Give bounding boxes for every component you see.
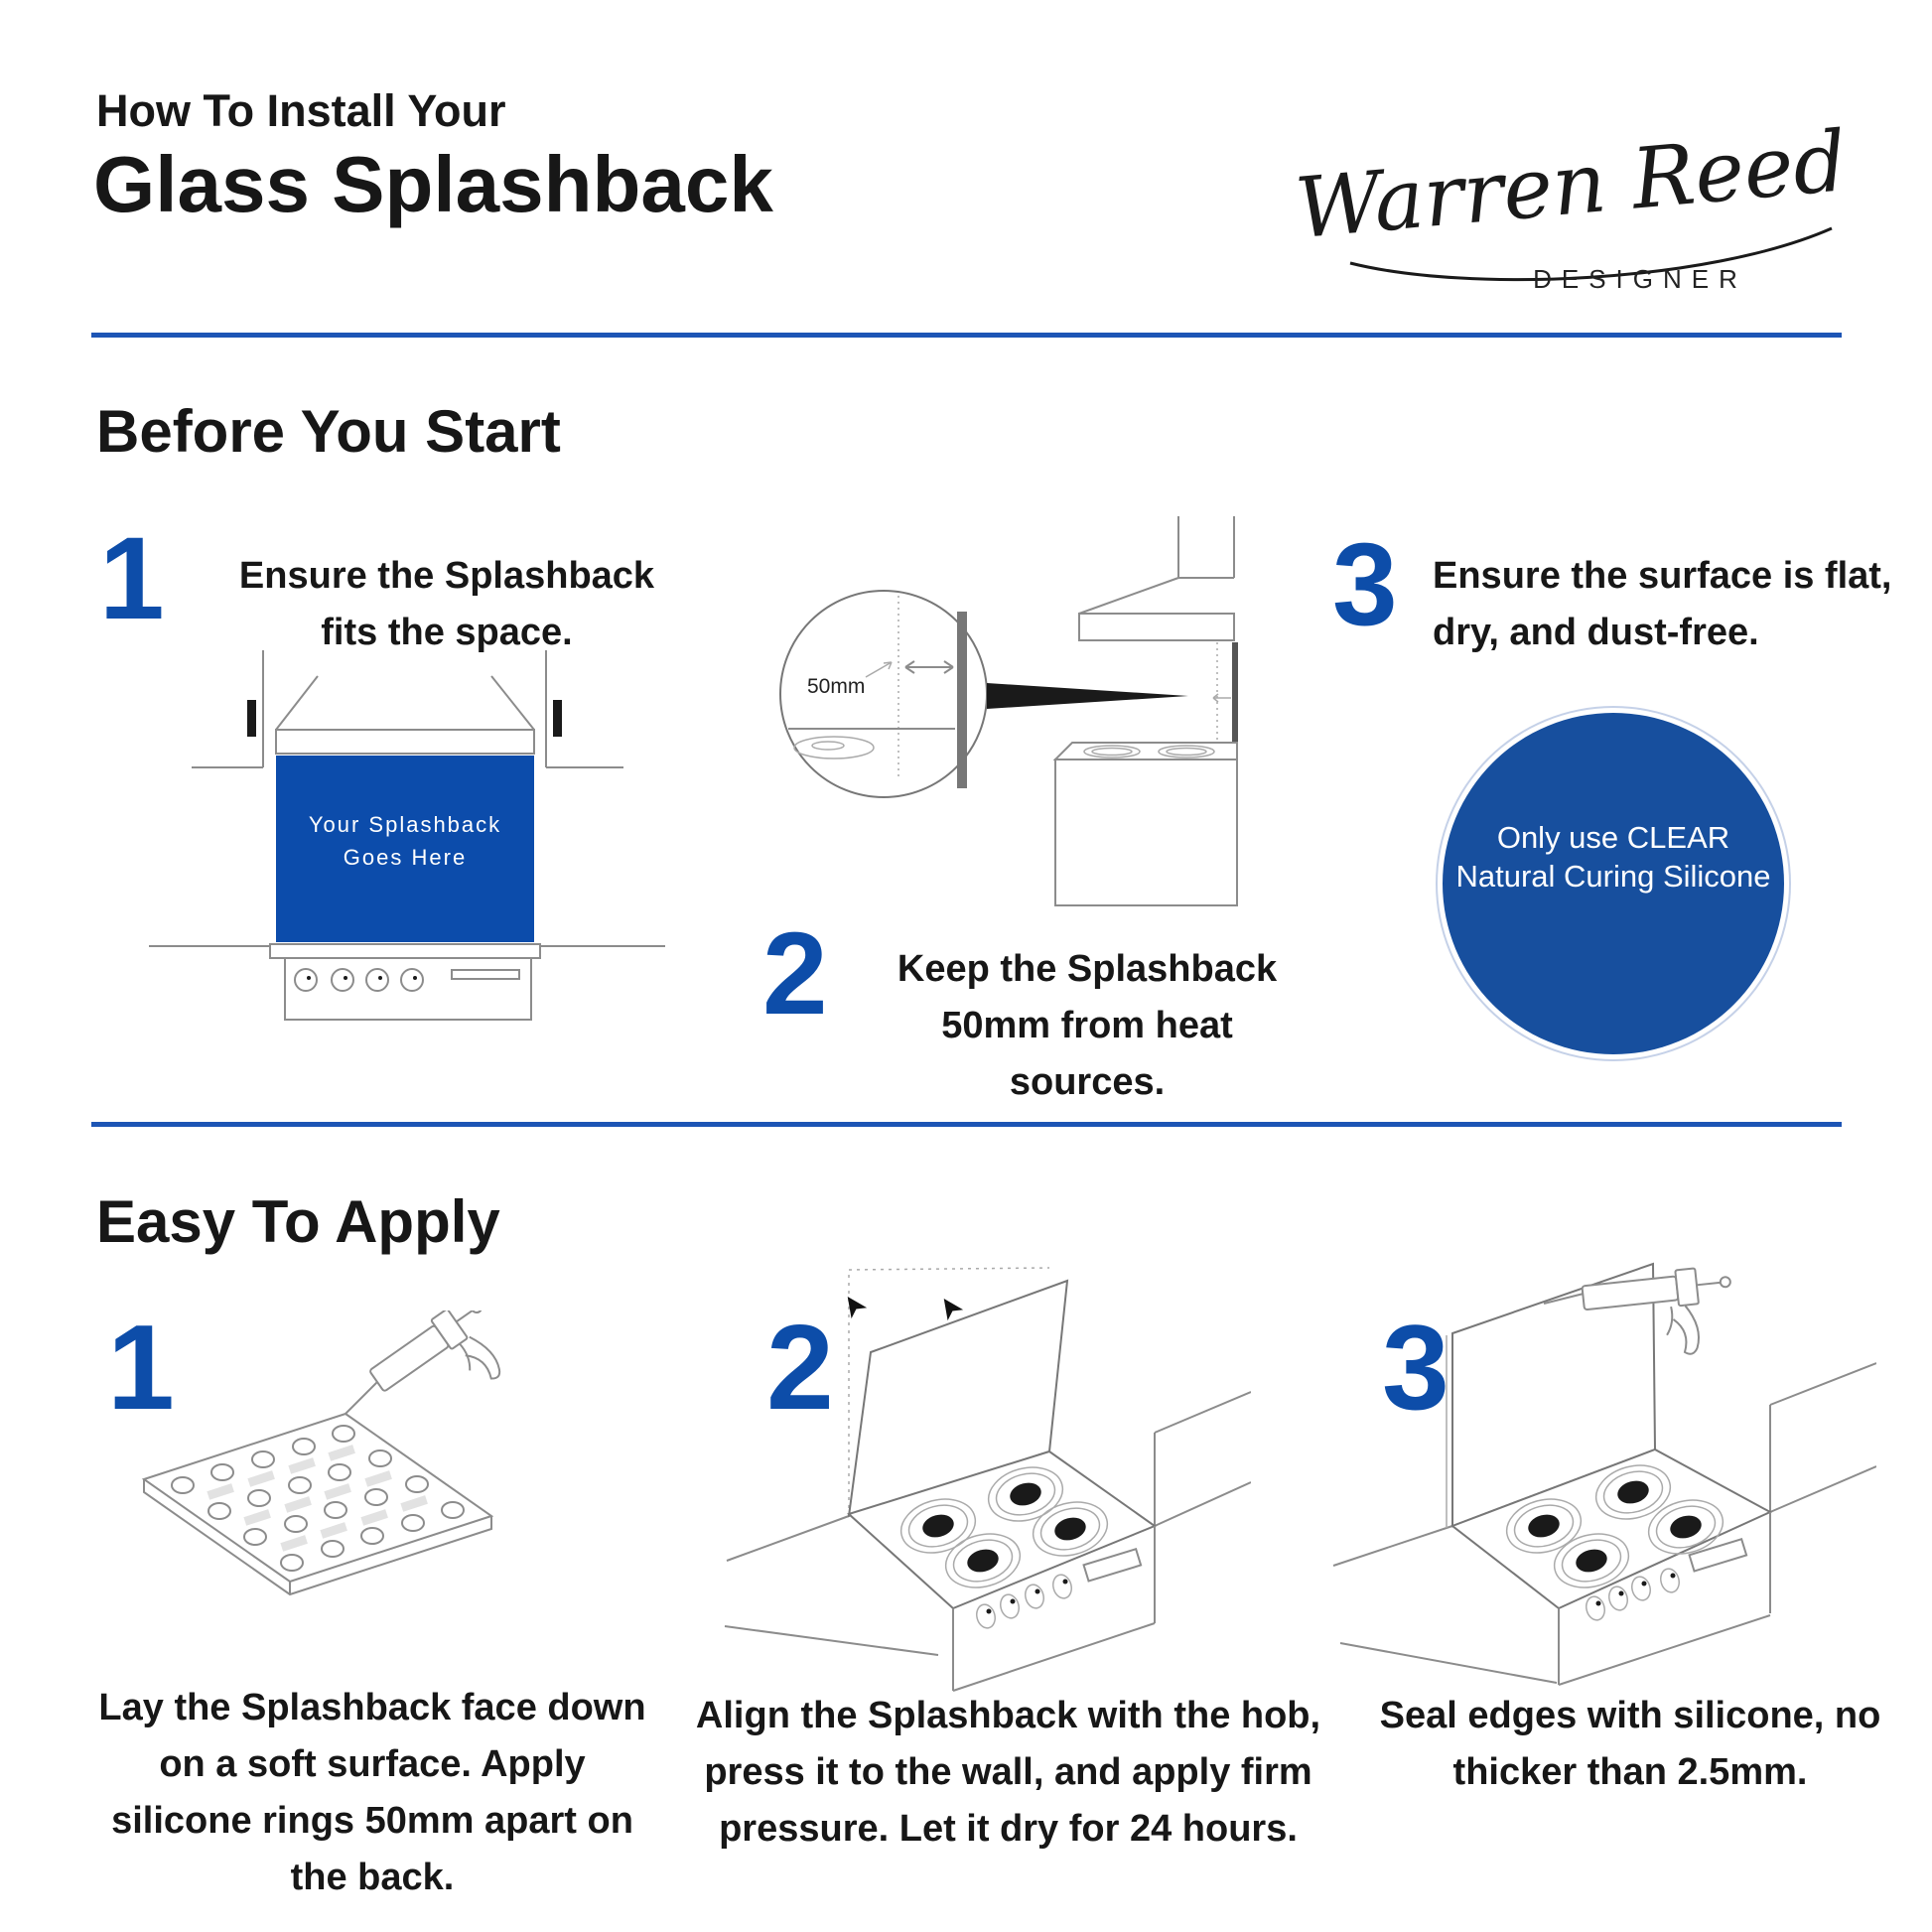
flat-panel-icon <box>144 1414 491 1594</box>
panel-label-line1: Your Splashback <box>308 812 502 837</box>
panel-label-line2: Goes Here <box>343 845 468 870</box>
before-step3-text: Ensure the surface is flat, dry, and dust-free. <box>1433 555 1892 653</box>
silicone-rings-illustration <box>139 1311 645 1658</box>
page-title-line1: How To Install Your <box>96 85 506 136</box>
apply-step3-number: 3 <box>1382 1300 1449 1435</box>
signature-logo-icon <box>1292 112 1851 294</box>
before-step1-number: 1 <box>99 513 165 644</box>
page-title-line2: Glass Splashback <box>93 140 773 228</box>
before-step2-text: Keep the Splashback 50mm from heat sources. <box>897 948 1278 1103</box>
section-heading-apply: Easy To Apply <box>96 1188 500 1255</box>
clearance-illustration <box>764 516 1291 938</box>
logo-name-text: Warren Reed <box>1292 112 1851 258</box>
hood-and-hob-icon <box>1055 516 1238 905</box>
divider-top <box>91 333 1842 338</box>
brand-logo <box>1291 79 1866 313</box>
cooker-hood-icon <box>276 676 534 754</box>
before-step3-number: 3 <box>1332 519 1398 650</box>
apply-step1-caption: Lay the Splashback face down on a soft surface. Apply silicone rings 50mm apart on the back. <box>98 1687 646 1898</box>
before-step2-number: 2 <box>762 908 828 1039</box>
apply-step3-caption: Seal edges with silicone, no thicker than 2.5mm. <box>1379 1695 1881 1793</box>
splashback-panel <box>276 756 534 942</box>
seal-edges-illustration <box>1320 1256 1876 1688</box>
divider-middle <box>91 1122 1842 1127</box>
caulk-gun-icon <box>345 1311 520 1436</box>
press-arrows-icon <box>833 1286 970 1327</box>
silicone-badge-text: Only use CLEAR Natural Curing Silicone <box>1455 820 1771 894</box>
apply-step2-number: 2 <box>766 1300 834 1435</box>
measurement-label: 50mm <box>807 675 866 698</box>
cooker-icon <box>149 944 665 1020</box>
logo-subtitle-text: DESIGNER <box>1533 264 1747 294</box>
align-panel-illustration <box>695 1266 1251 1695</box>
pointer-wedge <box>987 683 1188 709</box>
svg-text:➤: ➤ <box>929 1288 971 1327</box>
section-heading-before: Before You Start <box>96 398 561 465</box>
apply-step2-caption: Align the Splashback with the hob, press it to the wall, and apply firm pressure. Let it dry for 24 hours. <box>695 1695 1321 1850</box>
svg-text:➤: ➤ <box>833 1286 875 1325</box>
silicone-badge <box>1443 713 1784 1054</box>
apply-step1-number: 1 <box>107 1300 175 1435</box>
magnifier-detail-icon <box>780 591 987 797</box>
before-step1-text: Ensure the Splashback fits the space. <box>238 555 655 653</box>
fit-space-illustration <box>149 650 665 1102</box>
